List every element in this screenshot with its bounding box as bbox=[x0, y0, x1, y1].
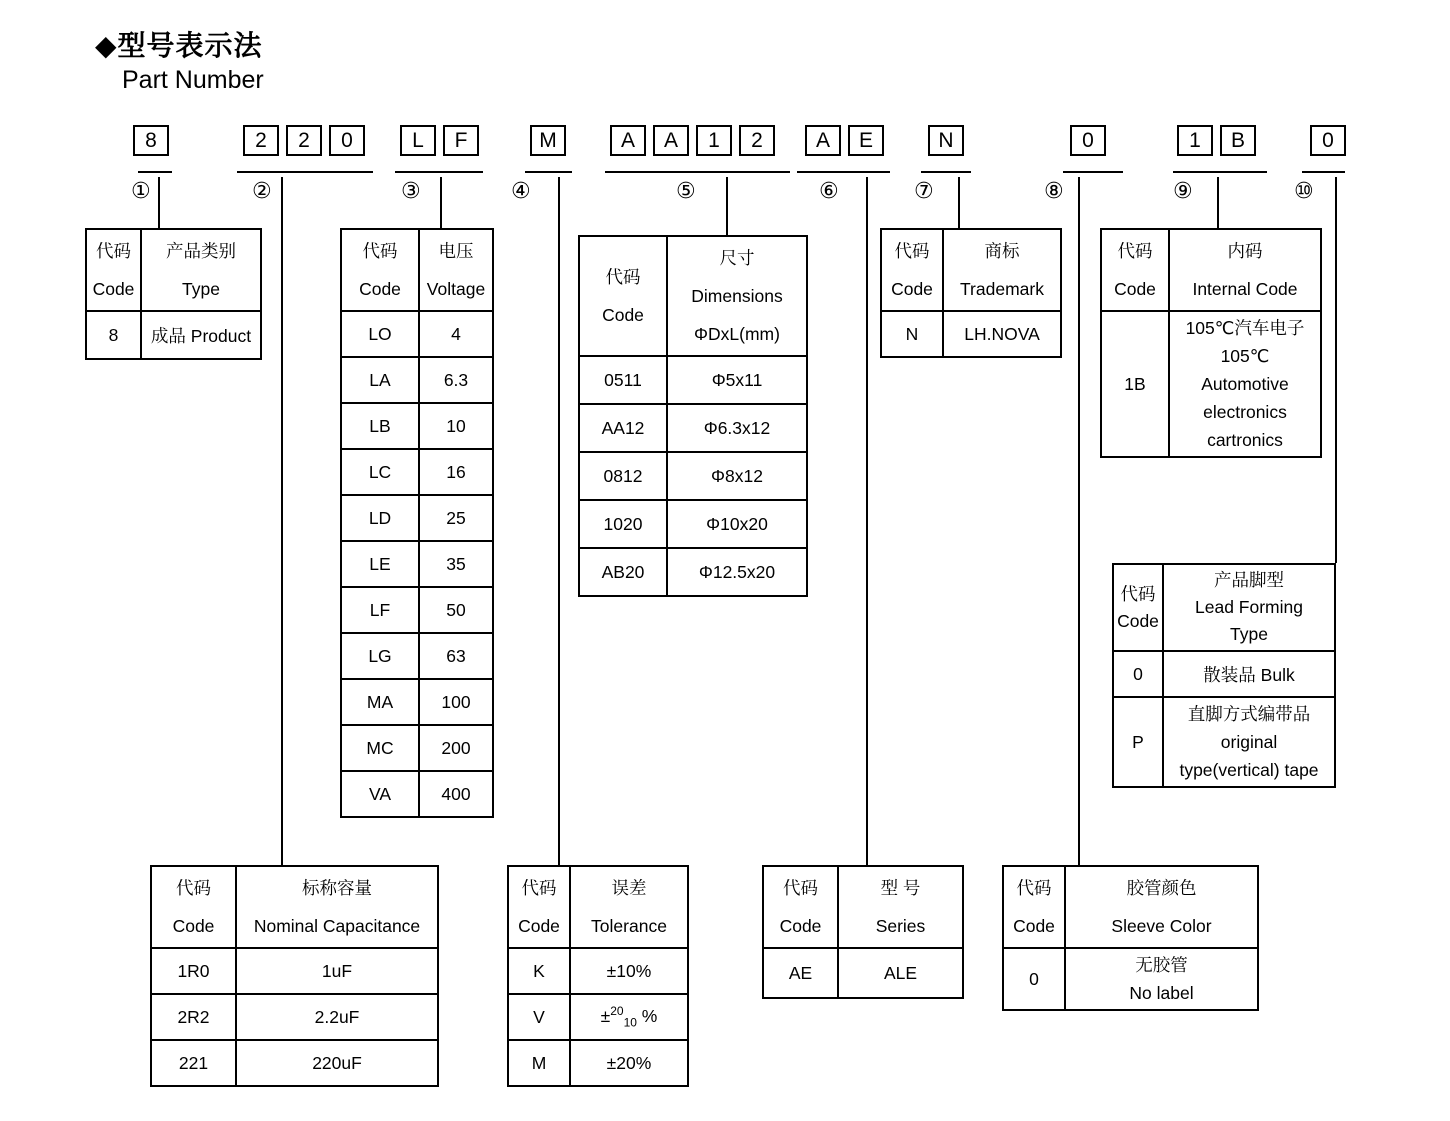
header-cell: 标称容量 Nominal Capacitance bbox=[236, 866, 438, 948]
cell: MA bbox=[341, 679, 419, 725]
header-cell: 产品脚型 Lead Forming Type bbox=[1163, 564, 1335, 651]
cell: 2R2 bbox=[151, 994, 236, 1040]
internal-code-table bbox=[1100, 228, 1322, 458]
part-number-group-3 bbox=[400, 125, 479, 156]
header-cell: 型 号 Series bbox=[838, 866, 963, 948]
table-row bbox=[151, 1040, 438, 1086]
part-char-box: 1 bbox=[1177, 125, 1213, 156]
table-row bbox=[579, 356, 807, 404]
table-row bbox=[1113, 651, 1335, 697]
cell: LA bbox=[341, 357, 419, 403]
connector-line-6 bbox=[866, 177, 868, 865]
cell: 221 bbox=[151, 1040, 236, 1086]
cell: 0812 bbox=[579, 452, 667, 500]
part-char-box: 1 bbox=[696, 125, 732, 156]
part-char-box: 0 bbox=[329, 125, 365, 156]
part-char-box: E bbox=[848, 125, 884, 156]
trademark-table bbox=[880, 228, 1062, 358]
table bbox=[507, 865, 689, 1087]
cell: Φ6.3x12 bbox=[667, 404, 807, 452]
group-underline-10 bbox=[1302, 171, 1345, 173]
cell: Φ10x20 bbox=[667, 500, 807, 548]
table-row bbox=[341, 633, 493, 679]
header-cell: 尺寸 Dimensions ΦDxL(mm) bbox=[667, 236, 807, 356]
table-row bbox=[341, 495, 493, 541]
group-marker-2: ② bbox=[252, 178, 272, 203]
cell: ALE bbox=[838, 948, 963, 998]
part-char-box: N bbox=[928, 125, 964, 156]
table-row bbox=[341, 679, 493, 725]
group-underline-6 bbox=[797, 171, 890, 173]
header-cell: 代码 Code bbox=[579, 236, 667, 356]
header-cell: 代码 Code bbox=[508, 866, 570, 948]
connector-line-1 bbox=[158, 177, 160, 228]
part-number-group-10 bbox=[1310, 125, 1346, 156]
voltage-table bbox=[340, 228, 494, 818]
cell: P bbox=[1113, 697, 1163, 787]
table-row bbox=[579, 500, 807, 548]
part-number-group-7 bbox=[928, 125, 964, 156]
cell: Φ8x12 bbox=[667, 452, 807, 500]
cell: 2.2uF bbox=[236, 994, 438, 1040]
header-cell: 代码 Code bbox=[86, 229, 141, 311]
cell: 105℃汽车电子 105℃ Automotive electronics cartronics bbox=[1169, 311, 1321, 457]
tolerance-table bbox=[507, 865, 689, 1087]
table-row bbox=[341, 357, 493, 403]
cell: 无胶管 No label bbox=[1065, 948, 1258, 1010]
cell: LD bbox=[341, 495, 419, 541]
cell: 400 bbox=[419, 771, 493, 817]
group-marker-1: ① bbox=[131, 178, 151, 203]
header-cell: 代码 Code bbox=[1113, 564, 1163, 651]
cell: VA bbox=[341, 771, 419, 817]
header-cell: 内码 Internal Code bbox=[1169, 229, 1321, 311]
page-title-en: Part Number bbox=[122, 66, 264, 94]
cell: 10 bbox=[419, 403, 493, 449]
table-row bbox=[341, 725, 493, 771]
group-marker-6: ⑥ bbox=[819, 178, 839, 203]
header-cell: 代码 Code bbox=[341, 229, 419, 311]
table-row bbox=[508, 994, 688, 1040]
header-cell: 代码 Code bbox=[151, 866, 236, 948]
header-cell: 代码 Code bbox=[763, 866, 838, 948]
table bbox=[85, 228, 262, 360]
table-row bbox=[341, 403, 493, 449]
table-row bbox=[341, 587, 493, 633]
cell: K bbox=[508, 948, 570, 994]
group-marker-3: ③ bbox=[401, 178, 421, 203]
cell: V bbox=[508, 994, 570, 1040]
connector-line-3 bbox=[440, 177, 442, 228]
cell: LH.NOVA bbox=[943, 311, 1061, 357]
part-number-group-1 bbox=[133, 125, 169, 156]
cell: ±20% bbox=[570, 1040, 688, 1086]
part-char-box: A bbox=[610, 125, 646, 156]
connector-line-2 bbox=[281, 177, 283, 865]
table-row bbox=[579, 452, 807, 500]
cell: LE bbox=[341, 541, 419, 587]
cell: Φ5x11 bbox=[667, 356, 807, 404]
part-char-box: A bbox=[805, 125, 841, 156]
part-char-box: 0 bbox=[1070, 125, 1106, 156]
cell: 4 bbox=[419, 311, 493, 357]
cell: LC bbox=[341, 449, 419, 495]
table bbox=[1112, 563, 1336, 788]
table bbox=[1100, 228, 1322, 458]
connector-line-7 bbox=[958, 177, 960, 228]
group-underline-7 bbox=[921, 171, 971, 173]
cell: N bbox=[881, 311, 943, 357]
cell: AA12 bbox=[579, 404, 667, 452]
cell: 35 bbox=[419, 541, 493, 587]
table bbox=[1002, 865, 1259, 1011]
table bbox=[578, 235, 808, 597]
cell: 100 bbox=[419, 679, 493, 725]
table-row bbox=[151, 994, 438, 1040]
cell: 16 bbox=[419, 449, 493, 495]
table-row bbox=[1003, 948, 1258, 1010]
table-row bbox=[151, 948, 438, 994]
group-marker-10: ⑩ bbox=[1294, 178, 1314, 203]
header-cell: 代码 Code bbox=[881, 229, 943, 311]
part-char-box: A bbox=[653, 125, 689, 156]
part-number-group-8 bbox=[1070, 125, 1106, 156]
cell: 1R0 bbox=[151, 948, 236, 994]
cell: M bbox=[508, 1040, 570, 1086]
header-cell: 电压 Voltage bbox=[419, 229, 493, 311]
cell: LO bbox=[341, 311, 419, 357]
table-row bbox=[1101, 311, 1321, 457]
table-row bbox=[341, 311, 493, 357]
cell: 6.3 bbox=[419, 357, 493, 403]
cell: LG bbox=[341, 633, 419, 679]
table bbox=[880, 228, 1062, 358]
part-char-box: F bbox=[443, 125, 479, 156]
group-marker-9: ⑨ bbox=[1173, 178, 1193, 203]
cell: LF bbox=[341, 587, 419, 633]
header-cell: 商标 Trademark bbox=[943, 229, 1061, 311]
part-number-group-6 bbox=[805, 125, 884, 156]
cell: 0 bbox=[1003, 948, 1065, 1010]
series-table bbox=[762, 865, 964, 999]
connector-line-4 bbox=[558, 177, 560, 865]
table bbox=[762, 865, 964, 999]
connector-line-8 bbox=[1078, 177, 1080, 865]
part-char-box: 2 bbox=[243, 125, 279, 156]
table-row bbox=[508, 948, 688, 994]
table-row bbox=[763, 948, 963, 998]
sleeve-color-table bbox=[1002, 865, 1259, 1011]
part-char-box: 8 bbox=[133, 125, 169, 156]
cell: ±$^{20}_{10}$ % bbox=[570, 994, 688, 1040]
lead-forming-type-table bbox=[1112, 563, 1336, 788]
cell: 直脚方式编带品 original type(vertical) tape bbox=[1163, 697, 1335, 787]
header-cell: 代码 Code bbox=[1101, 229, 1169, 311]
group-marker-5: ⑤ bbox=[676, 178, 696, 203]
header-cell: 产品类别 Type bbox=[141, 229, 261, 311]
cell: ±10% bbox=[570, 948, 688, 994]
table bbox=[150, 865, 439, 1087]
part-char-box: L bbox=[400, 125, 436, 156]
table-row bbox=[341, 771, 493, 817]
table-row bbox=[881, 311, 1061, 357]
part-number-group-4 bbox=[530, 125, 566, 156]
group-marker-8: ⑧ bbox=[1044, 178, 1064, 203]
table-row bbox=[579, 404, 807, 452]
group-underline-9 bbox=[1173, 171, 1267, 173]
cell: 8 bbox=[86, 311, 141, 359]
table-row bbox=[579, 548, 807, 596]
cell: 50 bbox=[419, 587, 493, 633]
header-cell: 误差 Tolerance bbox=[570, 866, 688, 948]
table-row bbox=[341, 449, 493, 495]
cell: 散装品 Bulk bbox=[1163, 651, 1335, 697]
page-title: ◆型号表示法 bbox=[95, 30, 263, 61]
group-underline-4 bbox=[525, 171, 572, 173]
table-row bbox=[1113, 697, 1335, 787]
group-underline-3 bbox=[395, 171, 483, 173]
group-underline-5 bbox=[605, 171, 790, 173]
cell: MC bbox=[341, 725, 419, 771]
cell: 63 bbox=[419, 633, 493, 679]
group-underline-2 bbox=[237, 171, 373, 173]
header-cell: 代码 Code bbox=[1003, 866, 1065, 948]
part-char-box: M bbox=[530, 125, 566, 156]
cell: 0 bbox=[1113, 651, 1163, 697]
table-row bbox=[508, 1040, 688, 1086]
cell: AB20 bbox=[579, 548, 667, 596]
connector-line-10 bbox=[1335, 177, 1337, 563]
product-type-table bbox=[85, 228, 262, 360]
cell: 成品 Product bbox=[141, 311, 261, 359]
cell: 200 bbox=[419, 725, 493, 771]
table-row bbox=[341, 541, 493, 587]
part-number-group-2 bbox=[243, 125, 365, 156]
group-underline-1 bbox=[138, 171, 172, 173]
dimensions-table bbox=[578, 235, 808, 597]
part-char-box: 0 bbox=[1310, 125, 1346, 156]
nominal-capacitance-table bbox=[150, 865, 439, 1087]
group-marker-4: ④ bbox=[511, 178, 531, 203]
table bbox=[340, 228, 494, 818]
cell: 1020 bbox=[579, 500, 667, 548]
cell: Φ12.5x20 bbox=[667, 548, 807, 596]
cell: LB bbox=[341, 403, 419, 449]
connector-line-9 bbox=[1217, 177, 1219, 228]
group-marker-7: ⑦ bbox=[914, 178, 934, 203]
part-char-box: B bbox=[1220, 125, 1256, 156]
cell: 1B bbox=[1101, 311, 1169, 457]
part-char-box: 2 bbox=[739, 125, 775, 156]
cell: AE bbox=[763, 948, 838, 998]
cell: 1uF bbox=[236, 948, 438, 994]
cell: 220uF bbox=[236, 1040, 438, 1086]
part-number-group-9 bbox=[1177, 125, 1256, 156]
cell: 0511 bbox=[579, 356, 667, 404]
header-cell: 胶管颜色 Sleeve Color bbox=[1065, 866, 1258, 948]
part-char-box: 2 bbox=[286, 125, 322, 156]
group-underline-8 bbox=[1063, 171, 1123, 173]
table-row bbox=[86, 311, 261, 359]
part-number-group-5 bbox=[610, 125, 775, 156]
cell: 25 bbox=[419, 495, 493, 541]
connector-line-5 bbox=[726, 177, 728, 235]
